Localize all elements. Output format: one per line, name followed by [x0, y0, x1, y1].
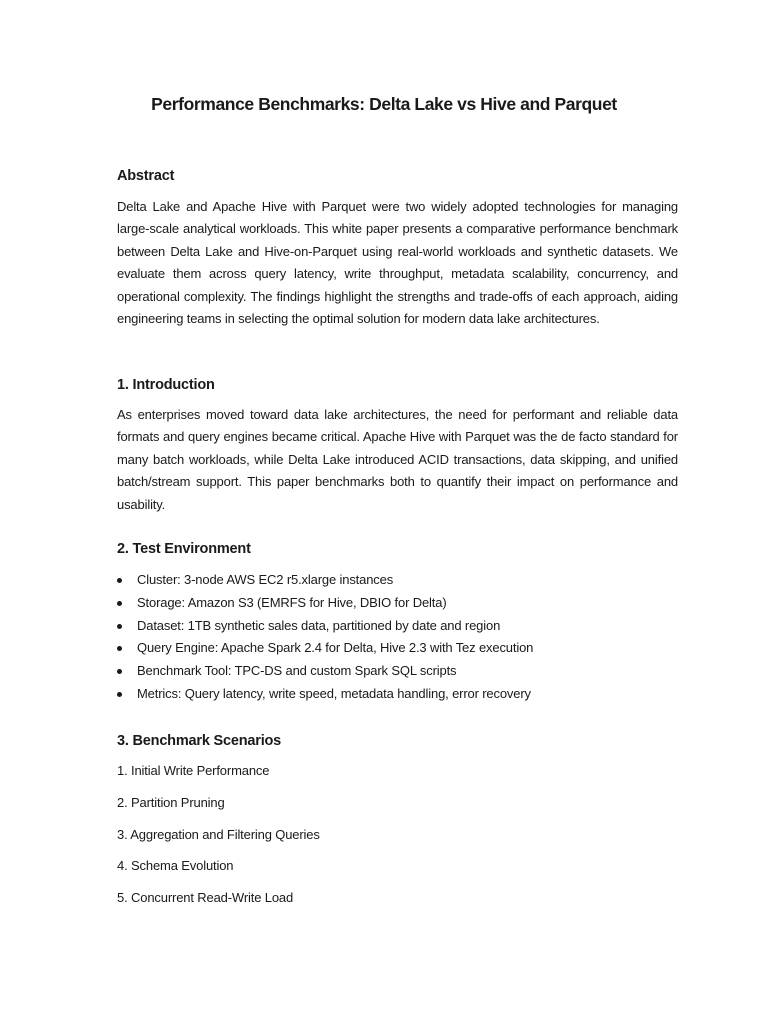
list-item: 4. Schema Evolution	[117, 858, 234, 873]
abstract-paragraph: Delta Lake and Apache Hive with Parquet were two widely adopted technologies for managing large-scale analytical workloads. This white paper presents a comparative performance benchmark between Delta Lake and Hive-on-Parquet using real-world workloads and synthetic datasets. We evaluate them across query latency, write throughput, metadata scalability, concurrency, and operational complexity. The findings highlight the strengths and trade-offs of each approach, aiding engineering teams in selecting the optimal solution for modern data lake architectures.	[117, 199, 678, 327]
scenarios-list	[117, 0, 678, 1024]
list-item: 1. Initial Write Performance	[117, 763, 270, 778]
introduction-paragraph: As enterprises moved toward data lake architectures, the need for performant and reliable data formats and query engines became critical. Apache Hive with Parquet was the de facto standard for many batch workloads, while Delta Lake introduced ACID transactions, data skipping, and unified batch/stream support. This paper benchmarks both to quantify their impact on performance and usability.	[117, 407, 678, 512]
introduction-heading: 1. Introduction	[117, 377, 215, 393]
scenarios-heading: 3. Benchmark Scenarios	[117, 733, 282, 749]
list-item: Cluster: 3-node AWS EC2 r5.xlarge instances	[117, 569, 678, 592]
test-environment-heading: 2. Test Environment	[117, 541, 251, 557]
page-title: Performance Benchmarks: Delta Lake vs Hive and Parquet	[151, 94, 617, 114]
list-item: Storage: Amazon S3 (EMRFS for Hive, DBIO for Delta)	[117, 592, 678, 615]
list-item: Dataset: 1TB synthetic sales data, partitioned by date and region	[117, 615, 678, 638]
list-item: 3. Aggregation and Filtering Queries	[117, 827, 320, 842]
list-item: Query Engine: Apache Spark 2.4 for Delta, Hive 2.3 with Tez execution	[117, 637, 678, 660]
list-item: Metrics: Query latency, write speed, metadata handling, error recovery	[117, 683, 678, 706]
abstract-heading: Abstract	[117, 168, 175, 184]
list-item: 5. Concurrent Read-Write Load	[117, 890, 294, 905]
list-item: Benchmark Tool: TPC-DS and custom Spark SQL scripts	[117, 660, 678, 683]
list-item: 2. Partition Pruning	[117, 795, 225, 810]
